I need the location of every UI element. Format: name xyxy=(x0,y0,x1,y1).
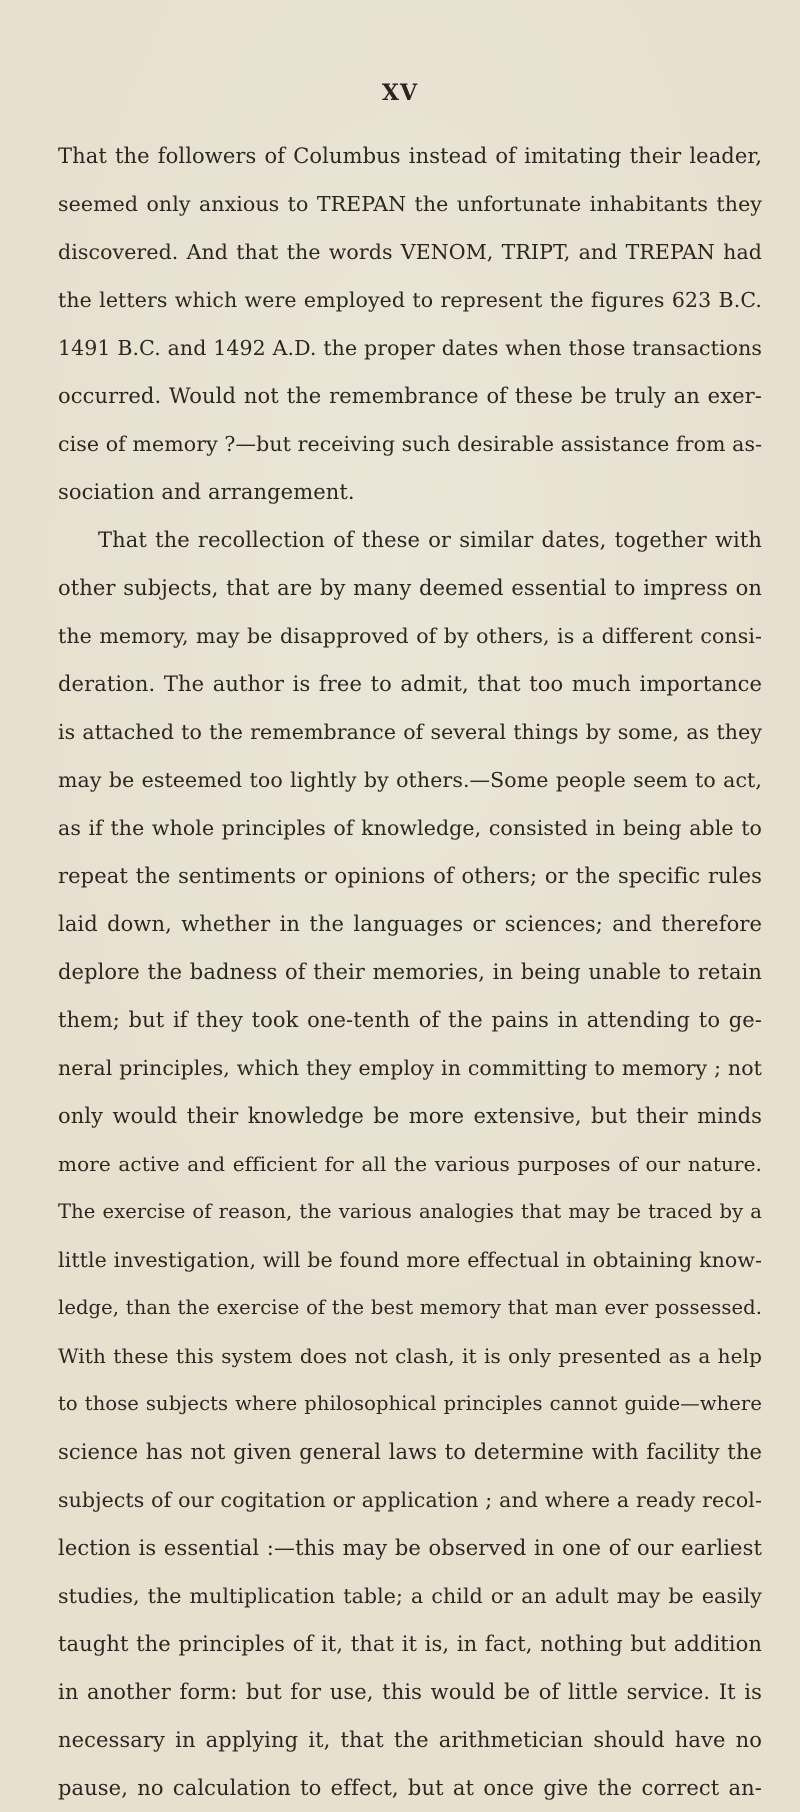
paragraph-1 xyxy=(58,132,762,516)
text-line: sociation and arrangement. xyxy=(58,480,355,504)
text-line: more active and efficient for all the various purposes of our nature. xyxy=(58,1152,762,1176)
text-line: is attached to the remembrance of several things by some, as they xyxy=(58,720,762,744)
text-line: studies, the multiplication table; a child or an adult may be easily xyxy=(58,1584,762,1608)
text-line: lection is essential :—this may be observed in one of our earliest xyxy=(58,1536,762,1560)
text-line: cise of memory ?—but receiving such desirable assistance from as- xyxy=(58,432,763,456)
text-line: in another form: but for use, this would be of little service. It is xyxy=(58,1680,762,1704)
paragraph-2 xyxy=(58,516,762,1812)
text-line: taught the principles of it, that it is, in fact, nothing but addition xyxy=(58,1632,762,1656)
text-line: to those subjects where philosophical principles cannot guide—where xyxy=(58,1392,762,1415)
text-line: other subjects, that are by many deemed essential to impress on xyxy=(58,576,762,600)
text-line: necessary in applying it, that the arithmetician should have no xyxy=(58,1728,762,1752)
text-line: neral principles, which they employ in committing to memory ; not xyxy=(58,1056,762,1080)
text-line: occurred. Would not the remembrance of these be truly an exer- xyxy=(58,384,762,408)
text-line: little investigation, will be found more effectual in obtaining know- xyxy=(58,1248,762,1272)
body-text xyxy=(58,132,762,1812)
text-line: them; but if they took one-tenth of the pains in attending to ge- xyxy=(58,1008,762,1032)
text-line: deplore the badness of their memories, in being unable to retain xyxy=(58,960,762,984)
text-line: science has not given general laws to determine with facility the xyxy=(58,1440,762,1464)
text-line: discovered. And that the words VENOM, TRIPT, and TREPAN had xyxy=(58,240,762,264)
text-line: The exercise of reason, the various analogies that may be traced by a xyxy=(58,1200,762,1223)
text-line: seemed only anxious to TREPAN the unfortunate inhabitants they xyxy=(58,192,762,216)
text-line: repeat the sentiments or opinions of others; or the specific rules xyxy=(58,864,762,888)
page-number: XV xyxy=(381,80,419,106)
text-line: ledge, than the exercise of the best memory that man ever possessed. xyxy=(58,1296,762,1319)
text-line: 1491 B.C. and 1492 A.D. the proper dates when those transactions xyxy=(58,336,762,360)
text-line: the memory, may be disapproved of by others, is a different consi- xyxy=(58,624,762,648)
text-line: pause, no calculation to effect, but at once give the correct an- xyxy=(58,1776,762,1800)
text-line: That the followers of Columbus instead of imitating their leader, xyxy=(58,144,762,168)
text-line: That the recollection of these or similar dates, together with xyxy=(98,528,762,552)
text-line: deration. The author is free to admit, that too much importance xyxy=(58,672,762,696)
text-line: only would their knowledge be more extensive, but their minds xyxy=(58,1104,762,1128)
text-line: laid down, whether in the languages or sciences; and therefore xyxy=(58,912,762,936)
text-line: may be esteemed too lightly by others.—Some people seem to act, xyxy=(58,768,762,792)
text-line: With these this system does not clash, it is only presented as a help xyxy=(58,1344,762,1368)
text-line: as if the whole principles of knowledge, consisted in being able to xyxy=(58,816,762,840)
text-line: the letters which were employed to represent the figures 623 B.C. xyxy=(58,288,762,312)
text-line: subjects of our cogitation or application ; and where a ready recol- xyxy=(58,1488,762,1512)
